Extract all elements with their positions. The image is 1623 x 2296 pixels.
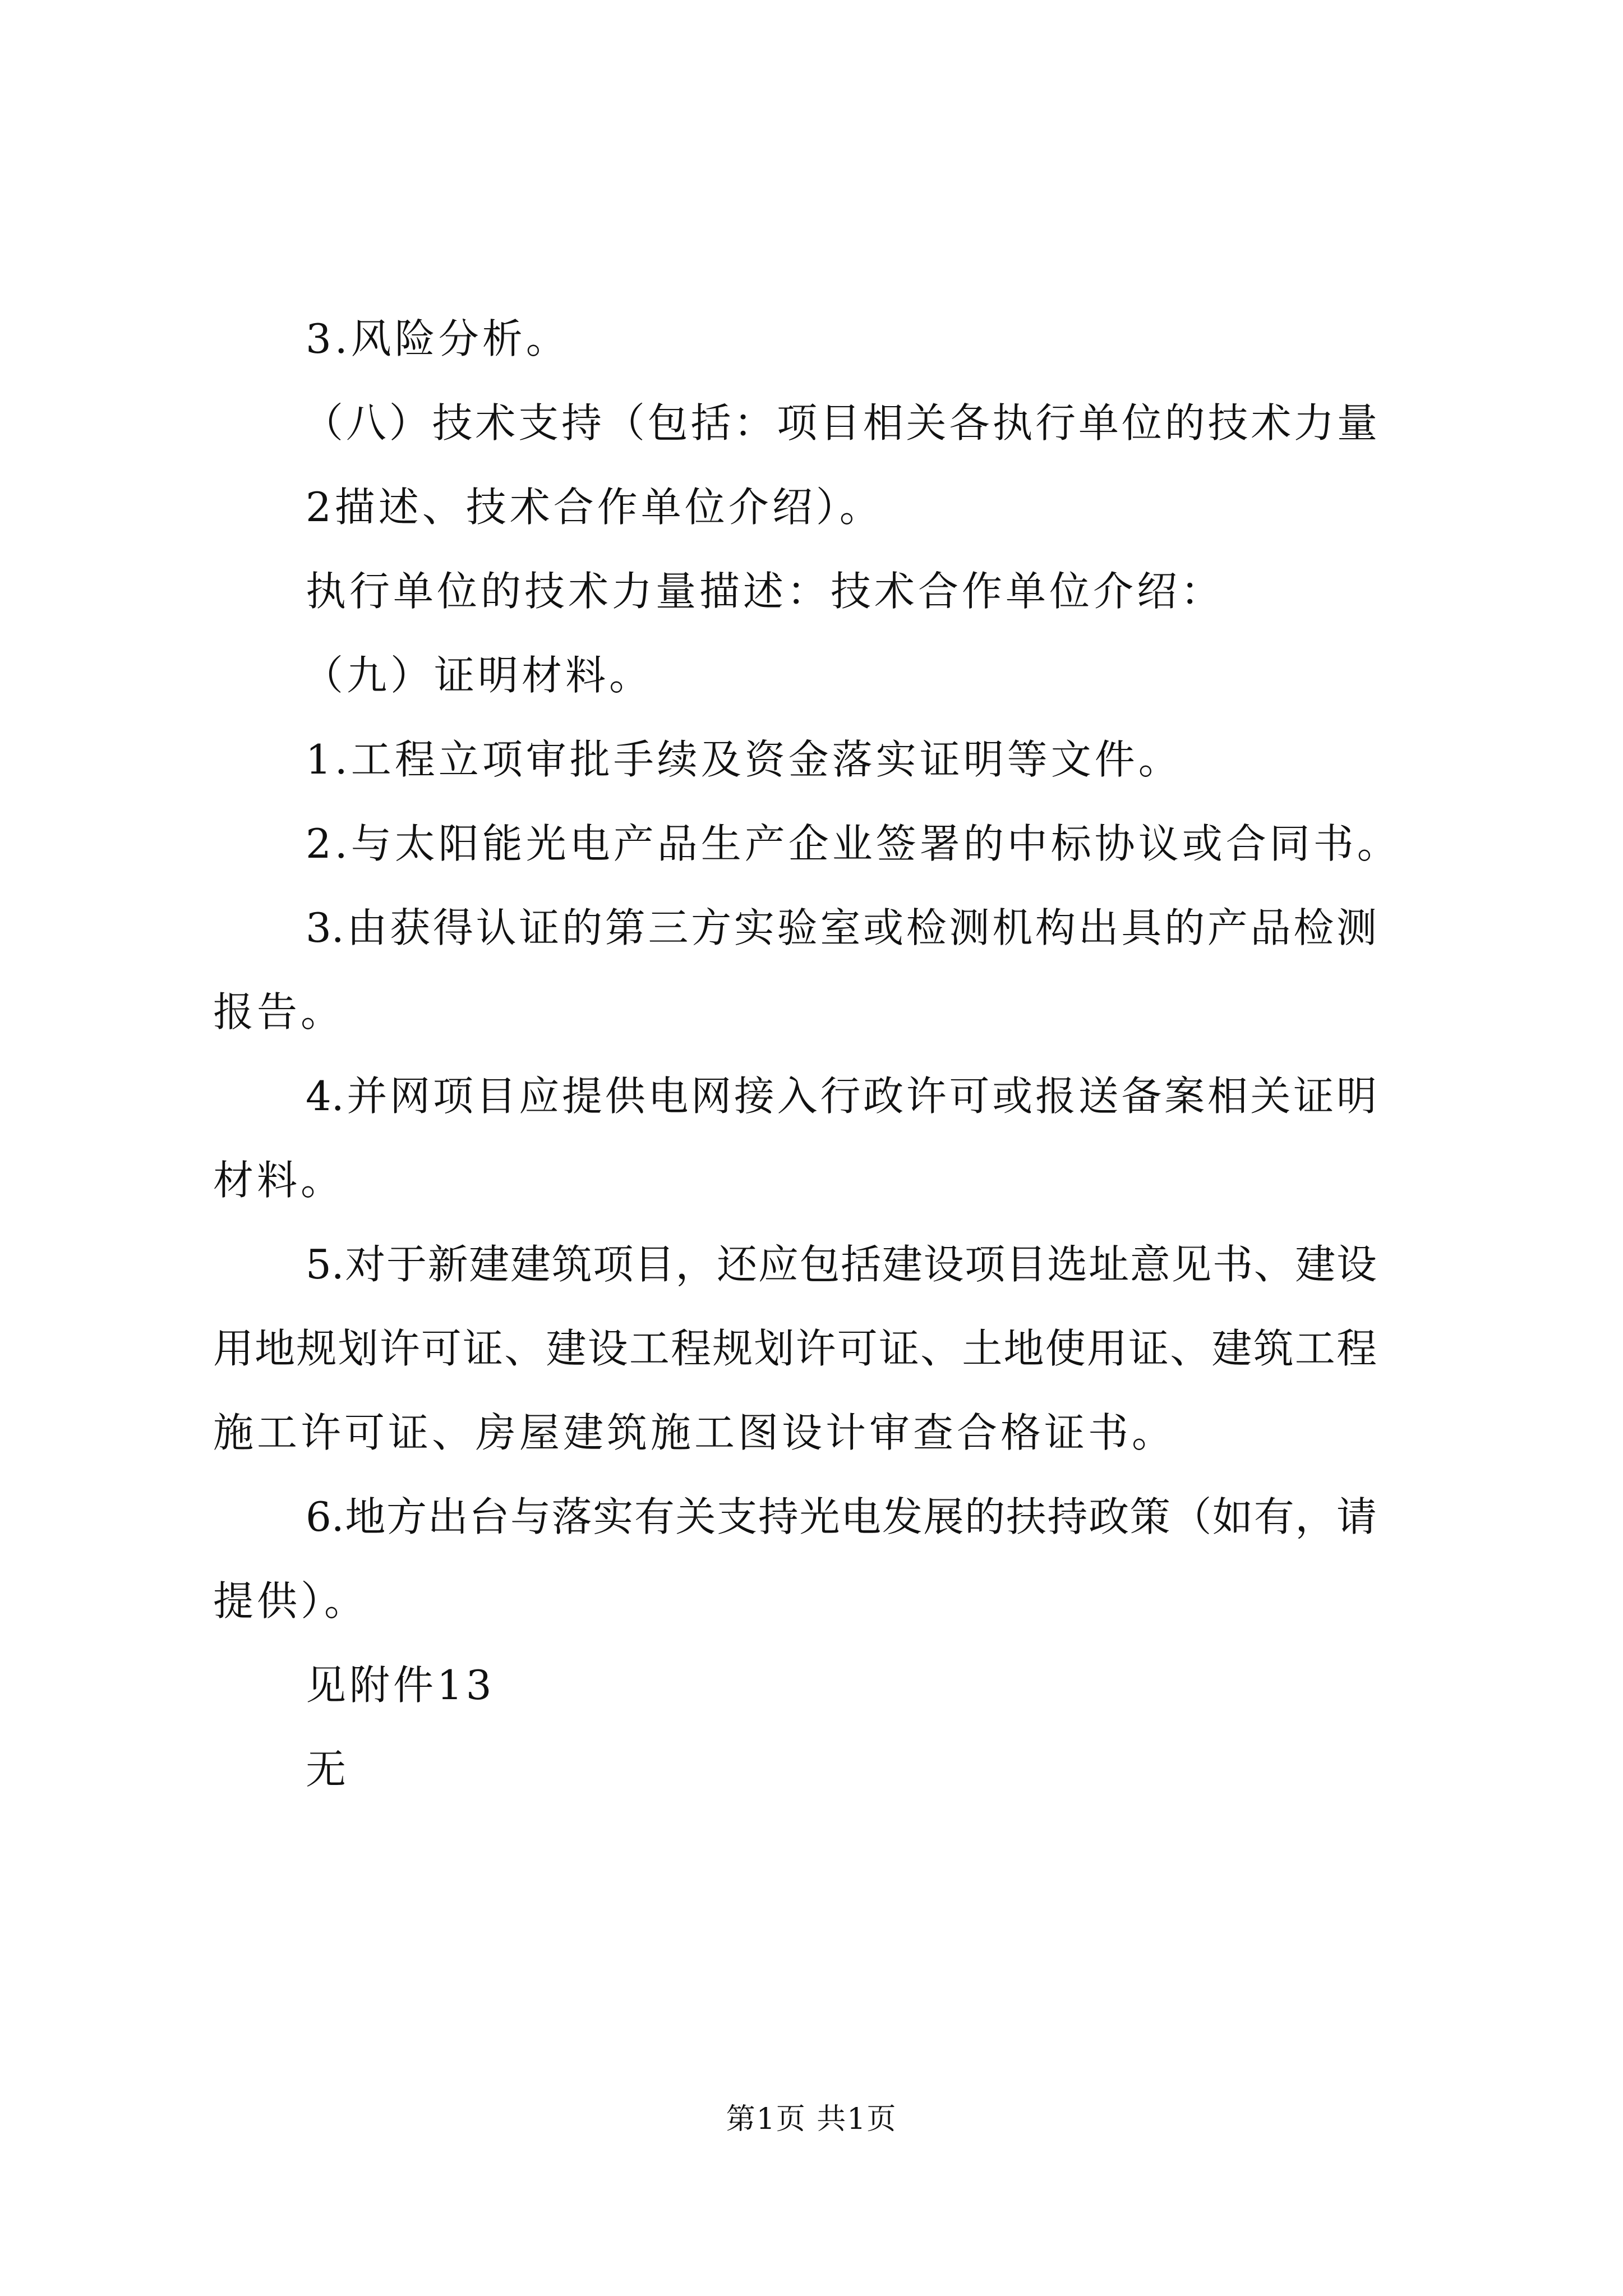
text-line-see-attachment: 见附件13	[306, 1662, 495, 1709]
text-line-risk-analysis: 3.风险分析。	[306, 315, 570, 362]
text-line-item-4: 4.并网项目应提供电网接入行政许可或报送备案相关证明	[306, 1073, 1377, 1120]
text-line-item-2: 2.与太阳能光电产品生产企业签署的中标协议或合同书。	[306, 820, 1401, 867]
text-line-proof-heading: （九）证明材料。	[303, 652, 653, 699]
text-line-item-3: 3.由获得认证的第三方实验室或检测机构出具的产品检测	[306, 904, 1377, 951]
text-line-item-6-cont: 提供）。	[213, 1577, 368, 1625]
text-line-item-3-cont: 报告。	[213, 988, 345, 1036]
text-line-tech-description: 执行单位的技术力量描述：技术合作单位介绍：	[306, 568, 1225, 615]
text-line-tech-support-heading: （八）技术支持（包括：项目相关各执行单位的技术力量	[303, 399, 1377, 447]
text-line-item-4-cont: 材料。	[213, 1157, 345, 1204]
text-line-item-5: 5.对于新建建筑项目，还应包括建设项目选址意见书、建设	[306, 1241, 1377, 1288]
text-line-item-1: 1.工程立项审批手续及资金落实证明等文件。	[306, 736, 1182, 783]
text-line-item-6: 6.地方出台与落实有关支持光电发展的扶持政策（如有，请	[306, 1493, 1377, 1540]
text-line-tech-support-cont: 2描述、技术合作单位介绍）。	[306, 484, 883, 531]
page-footer: 第1页 共1页	[726, 2102, 897, 2136]
text-line-none: 无	[306, 1746, 350, 1793]
text-line-item-5-cont-1: 用地规划许可证、建设工程规划许可证、土地使用证、建筑工程	[213, 1325, 1377, 1372]
text-line-item-5-cont-2: 施工许可证、房屋建筑施工图设计审查合格证书。	[213, 1409, 1176, 1456]
